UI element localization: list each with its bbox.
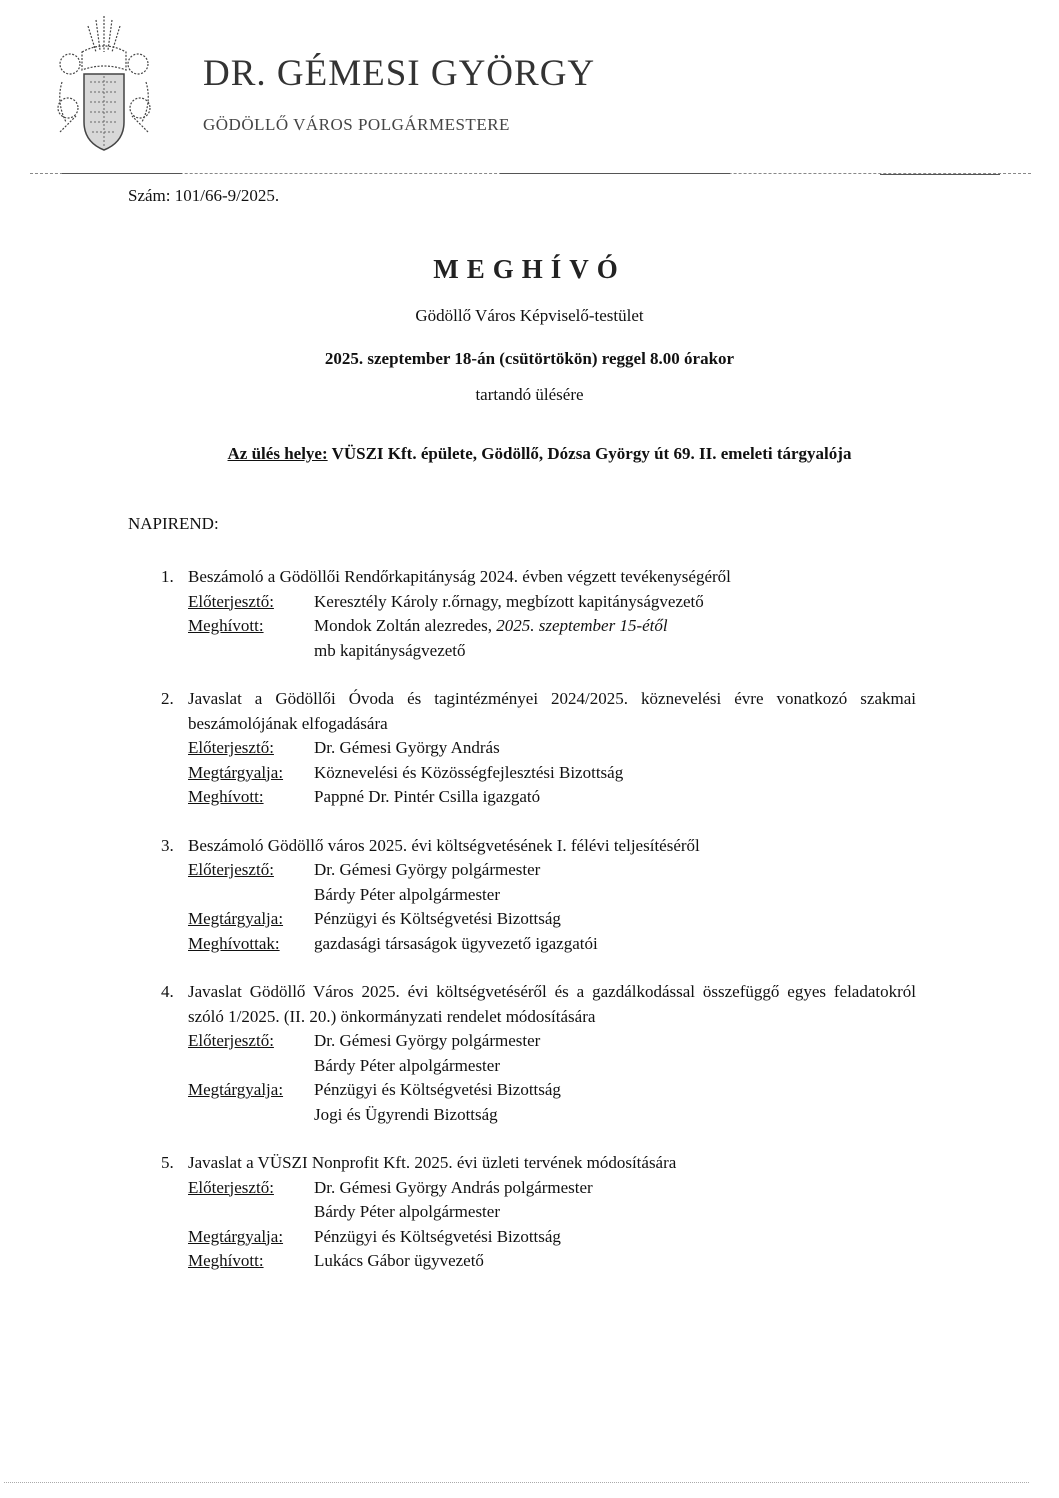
agenda-item-subject: Beszámoló Gödöllő város 2025. évi költségvetésének I. félévi teljesítéséről [188, 835, 700, 855]
agenda-item-row [188, 736, 1059, 761]
role-label: Előterjesztő: [188, 860, 274, 879]
agenda-item [0, 1151, 1059, 1274]
agenda-item-row [188, 1054, 1059, 1079]
agenda-item-row [188, 785, 1059, 810]
agenda-item-row [188, 1029, 1059, 1054]
agenda-item-subject: Javaslat a VÜSZI Nonprofit Kft. 2025. évi üzleti tervének módosítására [188, 1153, 677, 1172]
agenda-item-row [188, 639, 1059, 664]
letterhead-divider-segment [500, 173, 730, 174]
invitation-suffix: tartandó ülésére [475, 385, 584, 404]
agenda-item-row [188, 1103, 1059, 1128]
agenda-item-number: 1. [161, 567, 174, 586]
role-label: Előterjesztő: [188, 591, 274, 611]
role-value: Pénzügyi és Költségvetési Bizottság [314, 909, 561, 928]
role-value: Dr. Gémesi György polgármester [314, 860, 541, 879]
agenda-title: NAPIREND: [128, 514, 219, 533]
agenda-item-row [188, 858, 1059, 883]
role-label: Megtárgyalja: [188, 1080, 284, 1099]
role-label: Előterjesztő: [188, 1031, 274, 1050]
meeting-datetime: 2025. szeptember 18-án (csütörtökön) reggel 8.00 órakor [324, 349, 735, 368]
agenda-item-number: 2. [161, 689, 174, 708]
role-value: Köznevelési és Közösségfejlesztési Bizottság [314, 762, 624, 782]
role-value: Bárdy Péter alpolgármester [314, 884, 500, 904]
role-label: Előterjesztő: [188, 738, 274, 757]
agenda-item-subject: Beszámoló a Gödöllői Rendőrkapitányság 2024. évben végzett tevékenységéről [188, 567, 731, 586]
agenda-item-row [188, 1078, 1059, 1103]
document-title: MEGHÍVÓ [433, 254, 626, 284]
agenda-item [0, 980, 1059, 1127]
agenda-item [0, 834, 1059, 957]
role-label: Megtárgyalja: [188, 1226, 284, 1246]
agenda-item-row [188, 614, 1059, 639]
agenda-item-row [188, 883, 1059, 908]
role-value: Dr. Gémesi György András [314, 738, 500, 757]
agenda-item-subject: Javaslat a Gödöllői Óvoda és tagintézményei 2024/2025. köznevelési évre vonatkozó szakmai beszámolójának elfogadására [188, 689, 916, 733]
role-value: Pénzügyi és Költségvetési Bizottság [314, 1080, 561, 1099]
agenda-item-number: 4. [161, 982, 174, 1001]
role-value: Pénzügyi és Költségvetési Bizottság [314, 1226, 561, 1246]
role-value: gazdasági társaságok ügyvezető igazgatói [314, 933, 598, 953]
role-label: Megtárgyalja: [188, 909, 284, 928]
venue-text: VÜSZI Kft. épülete, Gödöllő, Dózsa György út 69. II. emeleti tárgyalója [331, 444, 852, 463]
coat-of-arms-icon [52, 12, 156, 152]
agenda-item-row [188, 1249, 1059, 1274]
role-value [314, 614, 1059, 639]
agenda-item [0, 687, 1059, 810]
agenda-item-row [188, 1225, 1059, 1250]
agenda-item-row [188, 761, 1059, 786]
agenda-item-row [188, 907, 1059, 932]
role-value: Bárdy Péter alpolgármester [314, 1202, 500, 1221]
role-label: Meghívott: [188, 787, 264, 806]
reference-number: Szám: 101/66-9/2025. [128, 186, 280, 205]
letterhead-divider-segment [62, 173, 182, 174]
agenda-list [0, 565, 1059, 1298]
letterhead-divider-segment [880, 174, 1000, 175]
venue-label: Az ülés helye: [227, 444, 328, 463]
footer-divider [4, 1482, 1029, 1483]
agenda-item-row [188, 1176, 1059, 1201]
agenda-item-row [188, 932, 1059, 957]
meeting-venue [10, 444, 1059, 464]
role-value: Jogi és Ügyrendi Bizottság [314, 1104, 498, 1124]
role-value: Bárdy Péter alpolgármester [314, 1055, 500, 1075]
letterhead-subtitle: GÖDÖLLŐ VÁROS POLGÁRMESTERE [203, 115, 510, 134]
letterhead-name: DR. GÉMESI GYÖRGY [203, 53, 596, 94]
agenda-item [0, 565, 1059, 663]
agenda-item-row [188, 1200, 1059, 1225]
role-label: Előterjesztő: [188, 1177, 274, 1197]
role-label: Megtárgyalja: [188, 762, 284, 782]
role-value: Lukács Gábor ügyvezető [314, 1251, 484, 1270]
role-value: Dr. Gémesi György András polgármester [314, 1177, 593, 1197]
role-value-italic: 2025. szeptember 15-étől [496, 616, 668, 635]
role-label: Meghívott: [188, 1251, 264, 1270]
agenda-item-number: 3. [161, 835, 174, 855]
agenda-item-row [188, 590, 1059, 615]
role-value: Pappné Dr. Pintér Csilla igazgató [314, 787, 541, 806]
role-value: Keresztély Károly r.őrnagy, megbízott kapitányságvezető [314, 591, 704, 611]
agenda-item-number: 5. [161, 1153, 174, 1172]
role-value-text: Mondok Zoltán alezredes, [314, 616, 492, 635]
role-value: mb kapitányságvezető [314, 640, 466, 660]
role-label: Meghívottak: [188, 933, 280, 953]
agenda-item-subject: Javaslat Gödöllő Város 2025. évi költségvetéséről és a gazdálkodással összefüggő egyes feladatokról szóló 1/2025. (II. 20.) önkormányzati rendelet módosítására [188, 982, 916, 1026]
invitation-body: Gödöllő Város Képviselő-testület [415, 306, 644, 325]
role-label: Meghívott: [188, 616, 264, 635]
role-value: Dr. Gémesi György polgármester [314, 1031, 541, 1050]
